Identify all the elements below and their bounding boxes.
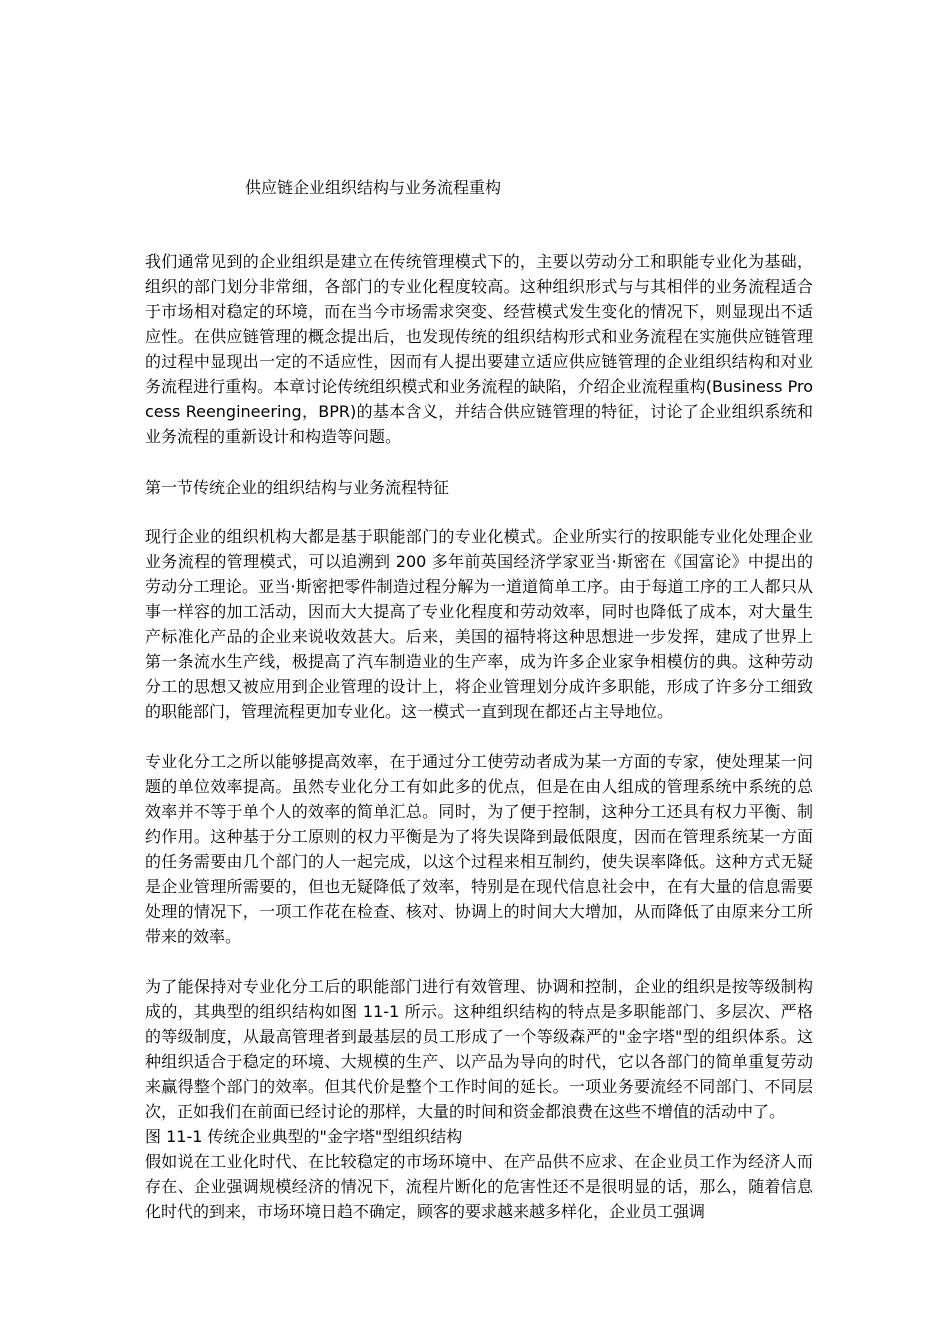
body-paragraph-4: 假如说在工业化时代、在比较稳定的市场环境中、在产品供不应求、在企业员工作为经济人而存在、企业强调规模经济的情况下，流程片断化的危害性还不是很明显的话，那么，随着信息化时代的到来，市场环境日趋不确定，顾客的要求越来越多样化，企业员工强调 <box>145 1152 813 1221</box>
body-paragraph-3: 为了能保持对专业化分工后的职能部门进行有效管理、协调和控制，企业的组织是按等级制构成的，其典型的组织结构如图 11-1 所示。这种组织结构的特点是多职能部门、多层次、严格的等级制度，从最高管理者到最基层的员工形成了一个等级森严的"金字塔"型的组织体系。这种组织适合于稳定的环境、大规模的生产、以产品为导向的时代，它以各部门的简单重复劳动来赢得整个部门的效率。但其代价是整个工作时间的延长。一项业务要流经不同部门、不同层次，正如我们在前面已经讨论的那样，大量的时间和资金都浪费在这些不增值的活动中了。 <box>145 977 813 1121</box>
intro-paragraph: 我们通常见到的企业组织是建立在传统管理模式下的，主要以劳动分工和职能专业化为基础，组织的部门划分非常细，各部门的专业化程度较高。这种组织形式与与其相伴的业务流程适合于市场相对稳定的环境，而在当今市场需求突变、经营模式发生变化的情况下，则显现出不适应性。在供应链管理的概念提出后，也发现传统的组织结构形式和业务流程在实施供应链管理的过程中显现出一定的不适应性，因而有人提出要建立适应供应链管理的企业组织结构和对业务流程进行重构。本章讨论传统组织模式和业务流程的缺陷，介绍企业流程重构(Business Process Reengineering，BPR)的基本含义，并结合供应链管理的特征，讨论了企业组织系统和业务流程的重新设计和构造等问题。 <box>145 252 813 446</box>
body-paragraph-2: 专业化分工之所以能够提高效率，在于通过分工使劳动者成为某一方面的专家，使处理某一问题的单位效率提高。虽然专业化分工有如此多的优点，但是在由人组成的管理系统中系统的总效率并不等于单个人的效率的简单汇总。同时，为了便于控制，这种分工还具有权力平衡、制约作用。这种基于分工原则的权力平衡是为了将失误降到最低限度，因而在管理系统某一方面的任务需要由几个部门的人一起完成，以这个过程来相互制约，使失误率降低。这种方式无疑是企业管理所需要的，但也无疑降低了效率，特别是在现代信息社会中，在有大量的信息需要处理的情况下，一项工作花在检查、核对、协调上的时间大大增加，从而降低了由原来分工所带来的效率。 <box>145 752 813 946</box>
body-paragraph-1: 现行企业的组织机构大都是基于职能部门的专业化模式。企业所实行的按职能专业化处理企业业务流程的管理模式，可以追溯到 200 多年前英国经济学家亚当·斯密在《国富论》中提出的劳动分工理论。亚当·斯密把零件制造过程分解为一道道简单工序。由于每道工序的工人都只从事一样容的加工活动，因而大大提高了专业化程度和劳动效率，同时也降低了成本，对大量生产标准化产品的企业来说收效甚大。后来，美国的福特将这种思想进一步发挥，建成了世界上第一条流水生产线，极提高了汽车制造业的生产率，成为许多企业家争相模仿的典。这种劳动分工的思想又被应用到企业管理的设计上，将企业管理划分成许多职能，形成了许多分工细致的职能部门，管理流程更加专业化。这一模式一直到现在都还占主导地位。 <box>145 527 813 721</box>
section-heading: 第一节传统企业的组织结构与业务流程特征 <box>145 478 450 497</box>
document-title: 供应链企业组织结构与业务流程重构 <box>245 178 502 197</box>
figure-caption: 图 11-1 传统企业典型的"金字塔"型组织结构 <box>145 1127 463 1146</box>
